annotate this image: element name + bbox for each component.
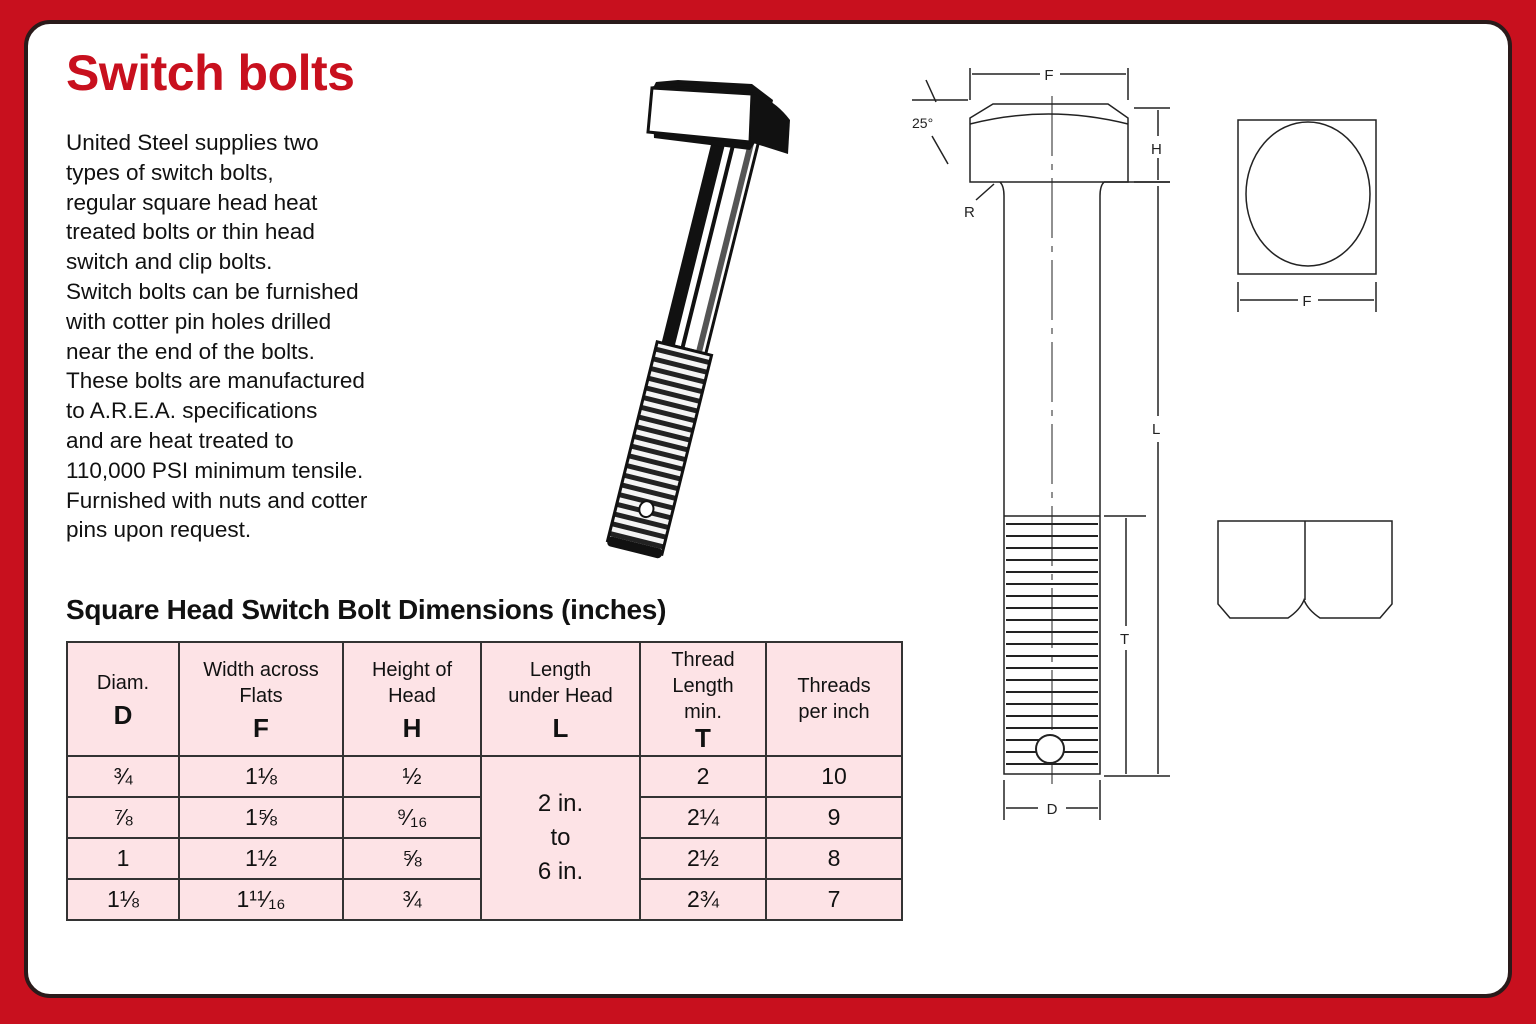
page-title: Switch bolts xyxy=(66,45,355,101)
cell-threads-per-inch: 10 xyxy=(766,756,902,797)
label-length-l: L xyxy=(1152,421,1161,438)
header-threads-per-inch: Threads per inch xyxy=(766,642,902,756)
length-from: 2 in. xyxy=(537,790,584,817)
description-line: Switch bolts can be furnished xyxy=(66,278,359,304)
length-to-word: to xyxy=(550,824,571,851)
label-width-f: F xyxy=(1044,67,1054,84)
description-line: These bolts are manufactured xyxy=(66,368,365,394)
label-angle: 25° xyxy=(912,115,934,131)
header-diameter: Diam. D xyxy=(67,642,179,756)
bolt-technical-drawing xyxy=(912,68,1392,820)
length-to: 6 in. xyxy=(537,858,584,885)
description-line: types of switch bolts, xyxy=(66,159,274,185)
description-line: treated bolts or thin head xyxy=(66,219,315,245)
description-line: United Steel supplies two xyxy=(66,130,319,155)
cell-thread-length: 2 xyxy=(640,756,766,797)
description-line: regular square head heat xyxy=(66,189,318,215)
label-radius: R xyxy=(964,204,975,221)
cell-width: 1⅛ xyxy=(179,756,343,797)
description-line: Furnished with nuts and cotter xyxy=(66,487,368,513)
cell-diameter: 1⅛ xyxy=(67,879,179,920)
spec-sheet-card xyxy=(24,20,1512,998)
header-height-of-head: Height of Head H xyxy=(343,642,481,756)
cell-height: ¾ xyxy=(343,879,481,920)
label-height-h: H xyxy=(1151,141,1162,158)
header-width-across-flats: Width across Flats F xyxy=(179,642,343,756)
cell-threads-per-inch: 8 xyxy=(766,838,902,879)
header-thread-length: Thread Length min. T xyxy=(640,642,766,756)
cell-diameter: ¾ xyxy=(67,756,179,797)
description-line: switch and clip bolts. xyxy=(66,249,273,275)
cell-height: ⁹⁄₁₆ xyxy=(343,797,481,838)
cell-width: 1⅝ xyxy=(179,797,343,838)
cell-threads-per-inch: 9 xyxy=(766,797,902,838)
label-top-view-f: F xyxy=(1302,293,1312,310)
description-line: near the end of the bolts. xyxy=(66,338,315,364)
cell-thread-length: 2½ xyxy=(640,838,766,879)
description-line: with cotter pin holes drilled xyxy=(66,308,332,334)
cell-height: ½ xyxy=(343,756,481,797)
bolt-3d-illustration xyxy=(606,80,790,559)
cell-diameter: 1 xyxy=(67,838,179,879)
description-line: and are heat treated to xyxy=(66,427,294,453)
cell-width: 1¹¹⁄₁₆ xyxy=(179,879,343,920)
cell-diameter: ⅞ xyxy=(67,797,179,838)
cell-width: 1½ xyxy=(179,838,343,879)
cell-height: ⅝ xyxy=(343,838,481,879)
table-title: Square Head Switch Bolt Dimensions (inches) xyxy=(66,594,667,625)
cell-thread-length: 2¾ xyxy=(640,879,766,920)
description-line: pins upon request. xyxy=(66,517,252,543)
cell-threads-per-inch: 7 xyxy=(766,879,902,920)
label-diameter-d: D xyxy=(1046,801,1058,818)
label-thread-t: T xyxy=(1120,631,1130,648)
thread-lines xyxy=(1006,524,1098,764)
cell-thread-length: 2¼ xyxy=(640,797,766,838)
description-line: 110,000 PSI minimum tensile. xyxy=(66,457,364,483)
description-line: to A.R.E.A. specifications xyxy=(66,398,318,424)
header-length-under-head: Length under Head L xyxy=(481,642,640,756)
drawings-canvas xyxy=(28,24,1508,994)
